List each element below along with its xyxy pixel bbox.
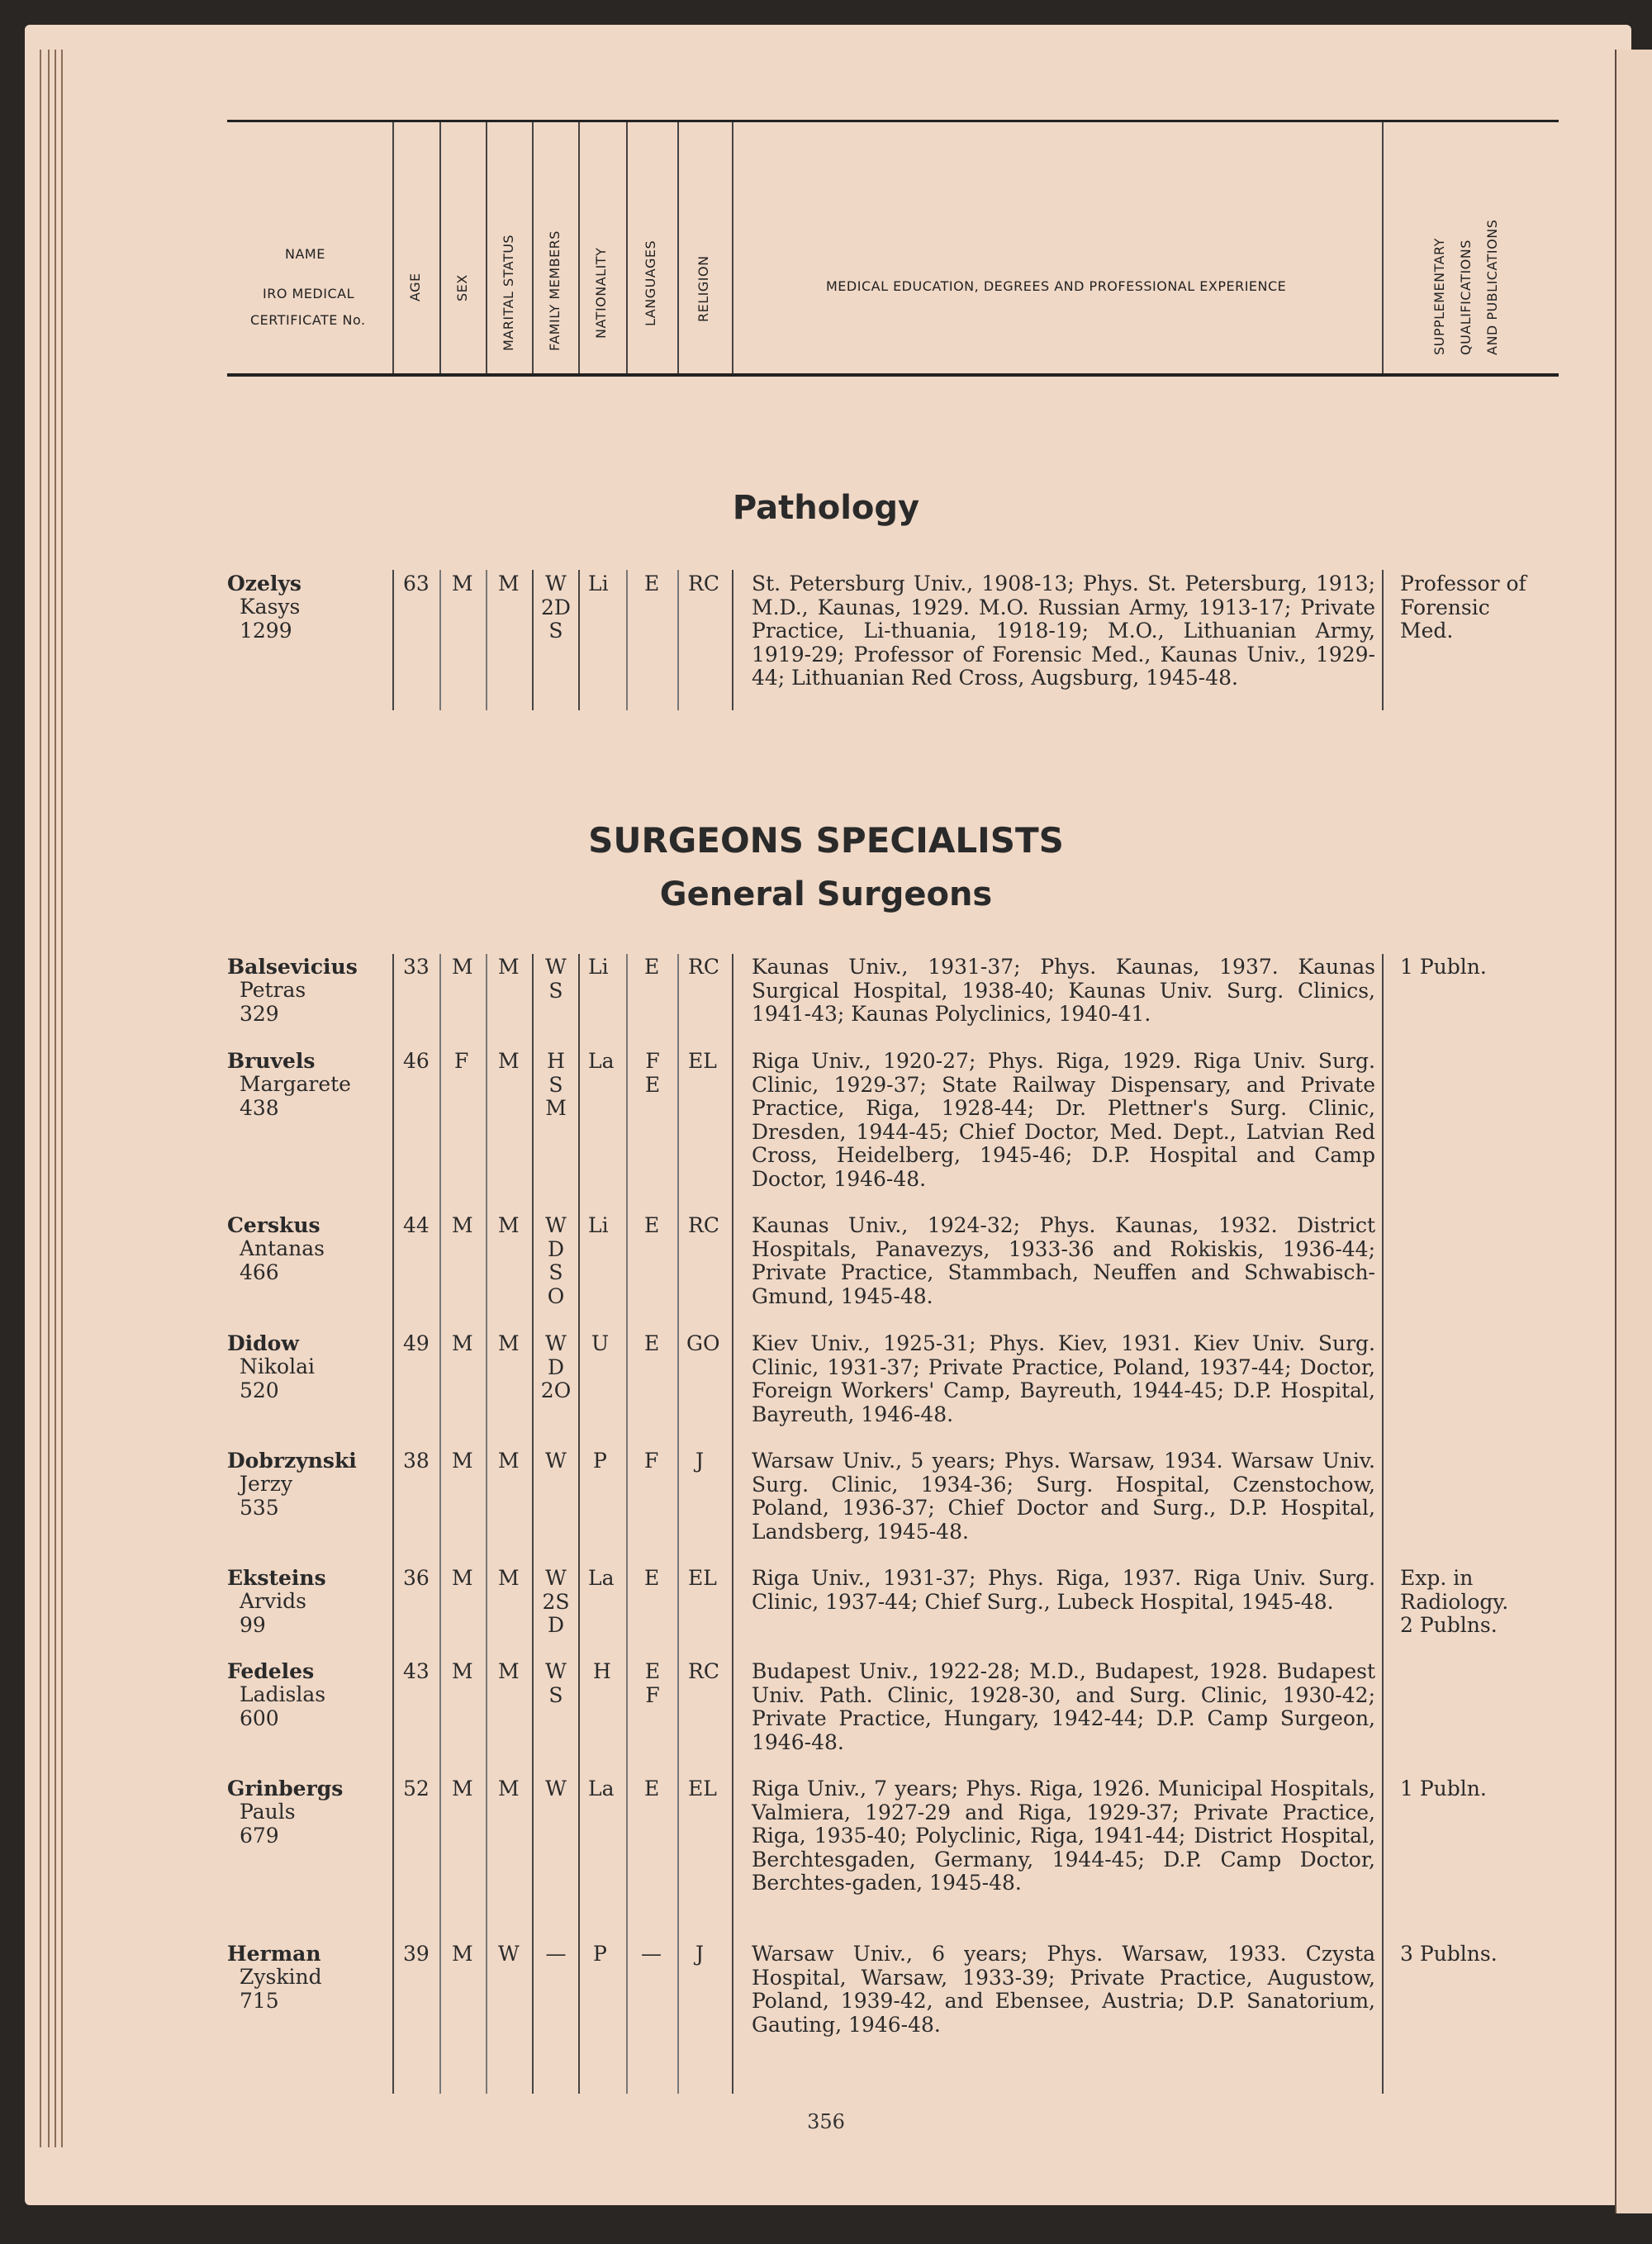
page-edge: [55, 50, 56, 2147]
entry-surname: Grinbergs: [227, 1777, 344, 1800]
entry-experience: Budapest Univ., 1922-28; M.D., Budapest, 1928. Budapest Univ. Path. Clinic, 1928-30, and Surg. Clinic, 1930-42; Private Practice, Hungary, 1942-44; D.P. Camp Surgeon, 1946-48.: [752, 1659, 1375, 1754]
header-supp-3: AND PUBLICATIONS: [1484, 219, 1500, 355]
facing-page: [1615, 50, 1652, 2213]
entry-religion: RC: [688, 1213, 719, 1237]
entry-given-name: Zyskind: [240, 1965, 322, 1989]
entry-sex: M: [452, 1777, 473, 1800]
entry-marital: M: [498, 1659, 520, 1683]
entry-family: W 2S D: [542, 1566, 570, 1637]
entry-surname: Eksteins: [227, 1566, 326, 1590]
entry-age: 63: [403, 572, 430, 595]
entry-languages: E: [644, 955, 660, 979]
entry-nationality: Li: [588, 955, 609, 979]
entry-surname: Bruvels: [227, 1049, 316, 1073]
entry-religion: EL: [688, 1566, 717, 1590]
entry-certificate: 1299: [240, 619, 292, 643]
entry-languages: E: [644, 1331, 660, 1355]
entry-religion: EL: [688, 1049, 717, 1073]
entry-certificate: 715: [240, 1989, 279, 2013]
entry-supplementary: 1 Publn.: [1400, 1777, 1487, 1800]
entry-age: 33: [403, 955, 430, 979]
entry-languages: E: [644, 1566, 660, 1590]
entry-family: W 2D S: [541, 572, 571, 643]
entry-age: 44: [403, 1213, 430, 1237]
entry-family: W: [545, 1777, 567, 1800]
entry-marital: M: [498, 1449, 520, 1473]
entry-surname: Ozelys: [227, 572, 301, 595]
entry-religion: GO: [686, 1331, 720, 1355]
header-religion: RELIGION: [695, 255, 711, 322]
entry-experience: Kaunas Univ., 1924-32; Phys. Kaunas, 1932. District Hospitals, Panavezys, 1933-36 and Rokiskis, 1936-44; Private Practice, Stammbach, Neuffen and Schwabisch-Gmund, 1945-48.: [752, 1213, 1375, 1308]
entry-nationality: P: [593, 1942, 607, 1966]
entry-age: 49: [403, 1331, 430, 1355]
header-family: FAMILY MEMBERS: [547, 230, 563, 351]
header-experience: MEDICAL EDUCATION, DEGREES AND PROFESSIONAL EXPERIENCE: [826, 278, 1287, 294]
entry-certificate: 466: [240, 1260, 279, 1284]
entry-certificate: 535: [240, 1496, 279, 1520]
entry-languages: F E: [644, 1049, 661, 1097]
page-number: 356: [807, 2110, 845, 2133]
entry-family: W: [545, 1449, 567, 1473]
header-nationality: NATIONALITY: [593, 247, 609, 339]
entry-nationality: La: [588, 1566, 615, 1590]
page-edge: [40, 50, 41, 2147]
entry-surname: Dobrzynski: [227, 1449, 357, 1473]
header-cert: CERTIFICATE No.: [250, 312, 366, 328]
entry-certificate: 99: [240, 1613, 266, 1637]
entry-experience: Kiev Univ., 1925-31; Phys. Kiev, 1931. Kiev Univ. Surg. Clinic, 1931-37; Private Practice, Poland, 1937-44; Doctor, Foreign Workers' Camp, Bayreuth, 1944-45; D.P. Hospital, Bayreuth, 1946-48.: [752, 1331, 1375, 1426]
entry-certificate: 438: [240, 1096, 279, 1120]
entry-age: 46: [403, 1049, 430, 1073]
entry-supplementary: Professor of Forensic Med.: [1400, 572, 1526, 643]
entry-nationality: P: [593, 1449, 607, 1473]
entry-given-name: Jerzy: [240, 1472, 293, 1496]
entry-family: —: [545, 1942, 567, 1966]
entry-marital: M: [498, 955, 520, 979]
entry-marital: M: [498, 1777, 520, 1800]
entry-surname: Balsevicius: [227, 955, 358, 979]
entry-languages: E: [644, 572, 660, 595]
entry-languages: —: [641, 1942, 662, 1966]
entry-given-name: Kasys: [240, 595, 301, 619]
entry-age: 39: [403, 1942, 430, 1966]
header-languages: LANGUAGES: [643, 240, 658, 326]
entry-given-name: Ladislas: [240, 1682, 326, 1706]
entry-languages: E F: [644, 1659, 661, 1707]
header-sex: SEX: [454, 274, 470, 301]
header-marital: MARITAL STATUS: [501, 234, 516, 351]
entry-family: W D 2O: [540, 1331, 572, 1402]
entry-nationality: La: [588, 1777, 615, 1800]
entry-languages: E: [644, 1777, 660, 1800]
entry-age: 38: [403, 1449, 430, 1473]
entry-experience: St. Petersburg Univ., 1908-13; Phys. St. Petersburg, 1913; M.D., Kaunas, 1929. M.O. Russian Army, 1913-17; Private Practice, Li-thuania, 1918-19; M.O., Lithuanian Army, 1919-29; Professor of Forensic Med., Kaunas Univ., 1929-44; Lithuanian Red Cross, Augsburg, 1945-48.: [752, 572, 1375, 690]
entry-experience: Riga Univ., 1931-37; Phys. Riga, 1937. Riga Univ. Surg. Clinic, 1937-44; Chief Surg., Lubeck Hospital, 1945-48.: [752, 1566, 1375, 1614]
entry-surname: Fedeles: [227, 1659, 315, 1683]
entry-family: W S: [545, 1659, 567, 1707]
entry-marital: W: [498, 1942, 520, 1966]
entry-age: 36: [403, 1566, 430, 1590]
entry-sex: M: [452, 1659, 473, 1683]
entry-nationality: Li: [588, 572, 609, 595]
entry-nationality: U: [591, 1331, 610, 1355]
entry-experience: Warsaw Univ., 6 years; Phys. Warsaw, 1933. Czysta Hospital, Warsaw, 1933-39; Private Practice, Augustow, Poland, 1939-42, and Ebensee, Austria; D.P. Sanatorium, Gauting, 1946-48.: [752, 1942, 1375, 2037]
entry-given-name: Antanas: [240, 1236, 325, 1260]
entry-nationality: La: [588, 1049, 615, 1073]
entry-experience: Riga Univ., 7 years; Phys. Riga, 1926. Municipal Hospitals, Valmiera, 1927-29 and Riga, 1929-37; Private Practice, Riga, 1935-40; Polyclinic, Riga, 1941-44; District Hospital, Berchtesgaden, Germany, 1944-45; D.P. Camp Doctor, Berchtes-gaden, 1945-48.: [752, 1777, 1375, 1895]
entry-marital: M: [498, 1049, 520, 1073]
entry-religion: RC: [688, 1659, 719, 1683]
entry-supplementary: 1 Publn.: [1400, 955, 1487, 979]
section-general-surgeons: General Surgeons: [659, 875, 993, 913]
entry-marital: M: [498, 572, 520, 595]
entry-religion: J: [695, 1942, 705, 1966]
entry-supplementary: Exp. in Radiology. 2 Publns.: [1400, 1566, 1509, 1637]
entry-experience: Kaunas Univ., 1931-37; Phys. Kaunas, 1937. Kaunas Surgical Hospital, 1938-40; Kaunas Univ. Surg. Clinics, 1941-43; Kaunas Polyclinics, 1940-41.: [752, 955, 1375, 1026]
page-edge: [61, 50, 63, 2147]
entry-given-name: Margarete: [240, 1072, 351, 1096]
entry-certificate: 679: [240, 1824, 279, 1848]
entry-marital: M: [498, 1331, 520, 1355]
entry-marital: M: [498, 1213, 520, 1237]
entry-sex: M: [452, 955, 473, 979]
entry-languages: F: [644, 1449, 659, 1473]
header-supp-2: QUALIFICATIONS: [1458, 240, 1474, 355]
entry-sex: M: [452, 1942, 473, 1966]
entry-surname: Cerskus: [227, 1213, 320, 1237]
entry-religion: EL: [688, 1777, 717, 1800]
entry-sex: M: [452, 572, 473, 595]
section-surgeons-specialists: SURGEONS SPECIALISTS: [588, 820, 1064, 861]
entry-surname: Didow: [227, 1331, 299, 1355]
entry-sex: M: [452, 1213, 473, 1237]
entry-religion: J: [695, 1449, 705, 1473]
entry-certificate: 600: [240, 1706, 279, 1730]
page-edge: [48, 50, 50, 2147]
entry-family: W D S O: [545, 1213, 567, 1308]
header-supp-1: SUPPLEMENTARY: [1431, 238, 1447, 355]
entry-sex: F: [454, 1049, 469, 1073]
entry-given-name: Pauls: [240, 1800, 296, 1824]
entry-age: 43: [403, 1659, 430, 1683]
entry-age: 52: [403, 1777, 430, 1800]
header-name: NAME: [285, 246, 325, 262]
entry-experience: Warsaw Univ., 5 years; Phys. Warsaw, 1934. Warsaw Univ. Surg. Clinic, 1934-36; Surg. Hospital, Czenstochow, Poland, 1936-37; Chief Doctor and Surg., D.P. Hospital, Landsberg, 1945-48.: [752, 1449, 1375, 1544]
header-bottom-rule: [227, 373, 1559, 377]
entry-experience: Riga Univ., 1920-27; Phys. Riga, 1929. Riga Univ. Surg. Clinic, 1929-37; State Railway Dispensary, and Private Practice, Riga, 1928-44; Dr. Plettner's Surg. Clinic, Dresden, 1944-45; Chief Doctor, Med. Dept., Latvian Red Cross, Heidelberg, 1945-46; D.P. Hospital and Camp Doctor, 1946-48.: [752, 1049, 1375, 1191]
header-top-rule: [227, 120, 1559, 122]
entry-supplementary: 3 Publns.: [1400, 1942, 1498, 1966]
entry-surname: Herman: [227, 1942, 321, 1966]
entry-family: W S: [545, 955, 567, 1003]
entry-family: H S M: [545, 1049, 567, 1120]
header-iro: IRO MEDICAL: [263, 286, 354, 301]
entry-religion: RC: [688, 572, 719, 595]
entry-nationality: H: [593, 1659, 611, 1683]
entry-sex: M: [452, 1331, 473, 1355]
entry-given-name: Petras: [240, 978, 306, 1002]
entry-marital: M: [498, 1566, 520, 1590]
entry-given-name: Arvids: [240, 1589, 306, 1613]
entry-sex: M: [452, 1566, 473, 1590]
entry-given-name: Nikolai: [240, 1354, 315, 1378]
entry-certificate: 520: [240, 1378, 279, 1402]
section-pathology: Pathology: [732, 489, 920, 527]
entry-religion: RC: [688, 955, 719, 979]
entry-sex: M: [452, 1449, 473, 1473]
entry-certificate: 329: [240, 1002, 279, 1026]
entry-languages: E: [644, 1213, 660, 1237]
entry-nationality: Li: [588, 1213, 609, 1237]
header-age: AGE: [407, 273, 423, 301]
